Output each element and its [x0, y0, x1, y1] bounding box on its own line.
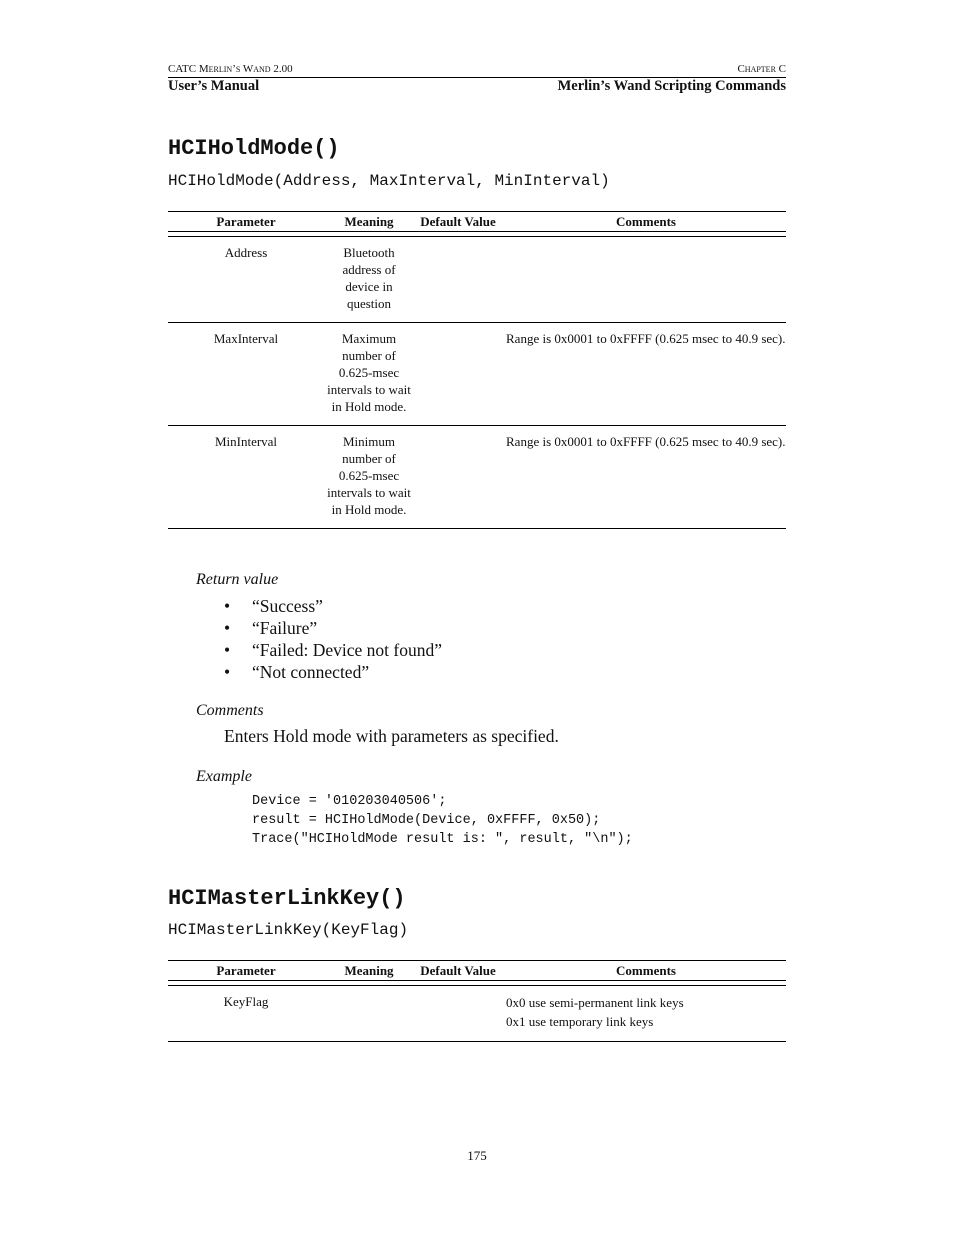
running-header-top: [168, 63, 786, 75]
page-number: 175: [467, 1148, 487, 1163]
comments-label: Comments: [196, 702, 264, 719]
header-section: Merlin’s Wand Scripting Commands: [557, 78, 786, 94]
list-item: • “Success”: [224, 595, 442, 617]
param-meaning: [324, 986, 414, 1042]
column-header-parameter: Parameter: [216, 213, 276, 229]
comment-line: 0x0 use semi-permanent link keys: [506, 995, 684, 1010]
column-header-meaning: Meaning: [344, 213, 394, 229]
running-header-bottom: [168, 78, 786, 95]
section-title-hciholdmode: HCIHoldMode(): [168, 136, 340, 161]
param-default: [414, 426, 502, 529]
param-comments: [502, 986, 786, 1042]
param-name: Address: [224, 245, 268, 260]
column-header-default: Default Value: [420, 962, 496, 978]
header-chapter: Chapter C: [737, 63, 786, 75]
column-header-meaning: Meaning: [344, 962, 394, 978]
return-value-list: [224, 595, 442, 683]
code-line: Device = '010203040506';: [252, 794, 447, 809]
code-line: Trace("HCIHoldMode result is: ", result, "\n");: [252, 832, 633, 847]
param-comments: Range is 0x0001 to 0xFFFF (0.625 msec to 40.9 sec).: [506, 434, 786, 449]
table-row: [168, 323, 786, 426]
param-default: [414, 323, 502, 426]
param-meaning: Minimum number of 0.625-msec intervals to wait in Hold mode.: [327, 434, 411, 517]
table-row: [168, 237, 786, 323]
column-header-parameter: Parameter: [216, 962, 276, 978]
param-default: [414, 237, 502, 323]
param-comments: Range is 0x0001 to 0xFFFF (0.625 msec to 40.9 sec).: [506, 331, 786, 346]
list-item: • “Failed: Device not found”: [224, 639, 442, 661]
param-name: MinInterval: [214, 434, 278, 449]
param-name: KeyFlag: [223, 994, 269, 1009]
comment-line: 0x1 use temporary link keys: [506, 1014, 654, 1029]
example-code-block: [252, 792, 633, 849]
list-item: • “Failure”: [224, 617, 442, 639]
function-signature-hciholdmode: HCIHoldMode(Address, MaxInterval, MinInterval): [168, 172, 610, 190]
param-comments: [502, 237, 786, 323]
section-title-hcimasterlinkkey: HCIMasterLinkKey(): [168, 886, 406, 911]
table-row: [168, 986, 786, 1042]
table-row: [168, 426, 786, 529]
list-item: • “Not connected”: [224, 661, 442, 683]
function-signature-hcimasterlinkkey: HCIMasterLinkKey(KeyFlag): [168, 921, 409, 939]
parameter-table-hciholdmode: [168, 211, 786, 529]
example-label: Example: [196, 768, 252, 785]
header-manual: User’s Manual: [168, 78, 260, 94]
comments-text: Enters Hold mode with parameters as specified.: [224, 726, 559, 746]
column-header-comments: Comments: [616, 962, 676, 978]
header-product: CATC Merlin’s Wand 2.00: [168, 63, 293, 75]
param-name: MaxInterval: [213, 331, 279, 346]
param-meaning: Bluetooth address of device in question: [342, 245, 396, 311]
param-default: [414, 986, 502, 1042]
column-header-default: Default Value: [420, 213, 496, 229]
parameter-table-hcimasterlinkkey: [168, 960, 786, 1042]
code-line: result = HCIHoldMode(Device, 0xFFFF, 0x50);: [252, 813, 601, 828]
param-meaning: Maximum number of 0.625-msec intervals to wait in Hold mode.: [327, 331, 411, 414]
column-header-comments: Comments: [616, 213, 676, 229]
return-value-label: Return value: [196, 571, 279, 588]
